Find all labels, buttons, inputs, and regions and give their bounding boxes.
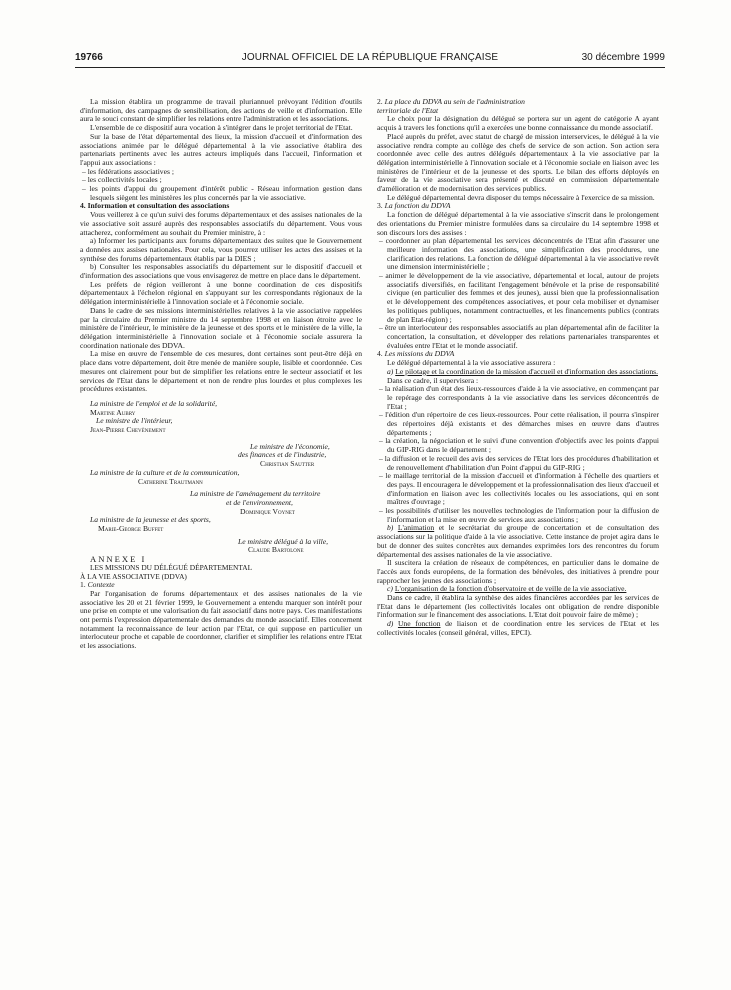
- paragraph: La fonction de délégué départemental à la vie associative s'inscrit dans le prolongement des orientations du Premier ministre formulées dans sa circulaire du 14 septembre 1998 et son discours lors des assises :: [377, 210, 659, 237]
- signature-name: Martine Aubry: [90, 407, 136, 417]
- list-item: – les points d'appui du groupement d'intérêt public - Réseau information gestion dans lesquels siègent les ministères les plus concernés par la vie associative.: [82, 184, 362, 202]
- issue-date: 30 décembre 1999: [581, 52, 665, 63]
- signature-role: La ministre de la culture et de la communication,: [90, 467, 240, 477]
- signature-role: La ministre de la jeunesse et des sports,: [90, 515, 211, 525]
- list-item: – la diffusion et le recueil des avis des services de l'Etat lors des procédures d'habilitation et de renouvellement d'habilitation d'un Point d'appui du GIP-RIG ;: [379, 453, 659, 472]
- header-rule: [75, 67, 665, 68]
- paragraph: Le choix pour la désignation du délégué se portera sur un agent de catégorie A ayant acquis à travers les fonctions qu'il a exercées une bonne connaissance du monde associatif.: [377, 114, 659, 133]
- paragraph: Vous veillerez à ce qu'un suivi des forums départementaux et des assises nationales de la vie associative soit assuré auprès des responsables associatifs du département. Vous vous attacherez, conformément au souhait du Premier ministre, à :: [80, 210, 362, 237]
- journal-title: JOURNAL OFFICIEL DE LA RÉPUBLIQUE FRANÇAISE: [241, 52, 499, 63]
- paragraph: Placé auprès du préfet, avec statut de chargé de mission interservices, le délégué à la vie associative rendra compte au collège des chefs de service de son action. Son action sera coordonnée avec celle des autres délégués départementaux à la vie associative par la délégation interministérielle à l'innovation sociale et à l'économie sociale en liaison avec les ministères de l'intérieur et de la jeunesse et des sports. Le bilan des efforts déployés en faveur de la vie associative sera présenté et discuté en commission départementale d'amélioration et de modernisation des services publics.: [377, 131, 659, 194]
- paragraph: a) Le pilotage et la coordination de la mission d'accueil et d'information des associations.: [387, 366, 658, 376]
- list-item: – animer le développement de la vie associative, départemental et local, autour de projets associatifs diversifiés, en facilitant l'engagement bénévole et la prise de responsabilité civique (en particulier des femmes et des jeunes), aussi bien que la professionnalisation et le développement des compétences associatives, et pour cela mobiliser et dynamiser les politiques publiques, notamment contractuelles, et les financements publics (contrats de plan Etat-région) ;: [379, 271, 659, 324]
- paragraph: Les préfets de région veilleront à une bonne coordination de ces dispositifs départementaux à l'échelon régional en s'appuyant sur les correspondants régionaux de la délégation interministérielle à l'innovation sociale et à l'économie sociale.: [80, 279, 362, 307]
- annex-heading: ANNEXE I: [90, 554, 147, 565]
- signature-role: La ministre de l'aménagement du territoire: [190, 489, 321, 499]
- paragraph: d) Une fonction de liaison et de coordination entre les services de l'Etat et les collectivités locales (conseil général, villes, EPCI).: [377, 619, 659, 637]
- list-item: – les fédérations associatives ;: [82, 166, 174, 176]
- list-item: – le maillage territorial de la mission d'accueil et d'information à l'échelle des quartiers et des pays. Il encouragera le développement et la professionnalisation des lieux d'accueil et d'information en liaison avec les collectivités locales ou les associations, qui en sont maîtres d'ouvrage ;: [379, 471, 659, 507]
- list-item: – être un interlocuteur des responsables associatifs au plan départemental afin de faciliter la concertation, la consultation, et développer des relations partenariales transparentes et évaluées entre l'Etat et le monde associatif.: [379, 323, 659, 350]
- paragraph: Dans ce cadre, il établira la synthèse des aides financières accordées par les services de l'Etat dans le département (les collectivités locales ont obligation de rendre disponible l'information sur le financement des associations. L'Etat doit pouvoir faire de même) ;: [377, 593, 659, 620]
- paragraph: Dans ce cadre, il supervisera :: [387, 375, 479, 385]
- list-item: – les possibilités d'utiliser les nouvelles technologies de l'information pour la diffusion de l'information et la mise en œuvre de services aux associations ;: [379, 506, 659, 524]
- section-heading: 3. La fonction du DDVA: [377, 201, 451, 211]
- signature-name: Claude Bartolone: [248, 545, 304, 555]
- list-item: – coordonner au plan départemental les services déconcentrés de l'Etat afin d'assurer une meilleure information des associations, une simplification des procédures, une clarification des relations. La fonction de délégué départemental à la vie associative revêt une dimension interministérielle ;: [379, 236, 659, 272]
- section-heading: 1. Contexte: [80, 580, 115, 590]
- section-heading: 4. Information et consultation des associations: [80, 201, 230, 211]
- paragraph: La mise en œuvre de l'ensemble de ces mesures, dont certaines sont peut-être déjà en place dans votre département, doit être menée de manière souple, lisible et coordonnée. Ces mesures ont clairement pour but de simplifier les relations entre le secteur associatif et les services de l'Etat dans le département et non de rendre plus lourdes et plus complexes les procédures existantes.: [80, 349, 362, 394]
- paragraph: L'ensemble de ce dispositif aura vocation à s'intégrer dans le projet territorial de l'Etat.: [90, 123, 353, 133]
- signature-role: Le ministre de l'économie,: [250, 441, 330, 451]
- list-item: – les collectivités locales ;: [82, 175, 162, 185]
- signature-role: Le ministre délégué à la ville,: [238, 536, 328, 546]
- section-heading: 2. La place du DDVA au sein de l'administration territoriale de l'Etat: [377, 97, 525, 115]
- signature-role: des finances et de l'industrie,: [238, 450, 327, 460]
- signature-role: La ministre de l'emploi et de la solidarité,: [90, 398, 218, 408]
- annex-title: LES MISSIONS DU DÉLÉGUÉ DÉPARTEMENTAL À LA VIE ASSOCIATIVE (DDVA): [80, 562, 253, 581]
- paragraph: Dans le cadre de ses missions interministérielles relatives à la vie associative rappelées par la circulaire du Premier ministre du 14 septembre 1998 et en liaison étroite avec le ministère de l'intérieur, le ministère de la jeunesse et des sports et le ministère de la ville, la délégation interministérielle à l'innovation sociale et à l'économie sociale assurera la coordination nationale des DDVA.: [80, 305, 362, 350]
- section-heading: 4. Les missions du DDVA: [377, 349, 455, 359]
- signature-name: Catherine Trautmann: [138, 476, 203, 486]
- signature-name: Jean-Pierre Chevènement: [90, 425, 166, 435]
- right-column: [377, 98, 659, 638]
- paragraph: Sur la base de l'état départemental des lieux, la mission d'accueil et d'information des associations animée par le délégué départemental à la vie associative établira des partenariats pertinents avec les autres acteurs impliqués dans l'accueil, l'information et l'appui aux associations :: [80, 131, 362, 167]
- paragraph: Par l'organisation de forums départementaux et des assises nationales de la vie associative les 20 et 21 février 1999, le Gouvernement a entendu marquer son intérêt pour une prise en compte et une valorisation du fait associatif dans notre pays. Ces manifestations ont permis l'expression départementale des demandes du monde associatif. Elles concernent notamment la reconnaissance de leur action par l'Etat, ce qui suppose en particulier un interlocuteur proche et capable de coordonner, clarifier et simplifier les relations entre l'Etat et les associations.: [80, 588, 362, 651]
- paragraph: c) L'organisation de la fonction d'observatoire et de veille de la vie associative.: [387, 584, 627, 594]
- signature-name: Marie-George Buffet: [98, 524, 164, 534]
- signature-role: et de l'environnement,: [226, 497, 293, 507]
- paragraph: La mission établira un programme de travail pluriannuel prévoyant l'édition d'outils d'information, des campagnes de sensibilisation, des actions de veille et d'information. Elle aura le souci constant de simplifier les relations entre l'administration et les associations.: [80, 97, 362, 124]
- page-header: [75, 52, 665, 66]
- paragraph: Le délégué départemental devra disposer du temps nécessaire à l'exercice de sa mission.: [387, 192, 655, 202]
- list-item: – l'édition d'un répertoire de ces lieux-ressources. Pour cette réalisation, il pourra s'inspirer des répertoires déjà existants et des démarches mises en œuvre dans d'autres départements ;: [379, 410, 659, 437]
- list-item: – la création, la négociation et le suivi d'une convention d'objectifs avec les points d'appui du GIP-RIG dans le département ;: [379, 436, 659, 455]
- list-item: – la réalisation d'un état des lieux-ressources d'aide à la vie associative, en commençant par le repérage des correspondants à la vie associative dans les services déconcentrés de l'Etat ;: [379, 384, 659, 411]
- paragraph: Le délégué départemental à la vie associative assurera :: [387, 358, 556, 368]
- paragraph: b) L'animation et le secrétariat du groupe de concertation et de consultation des associations sur la politique d'aide à la vie associative. Cette instance de projet agira dans le but de donner des suites concrètes aux demandes exprimées lors des rencontres du forum départemental des assises nationales de la vie associative.: [377, 523, 659, 559]
- paragraph: a) Informer les participants aux forums départementaux des suites que le Gouvernement a données aux assises nationales. Pour cela, vous pourrez utiliser les actes des assises et la synthèse des forums départementaux établis par la DIES ;: [80, 236, 362, 263]
- left-column: [80, 98, 362, 651]
- signature-name: Dominique Voynet: [240, 506, 295, 516]
- signature-name: Christian Sautter: [260, 459, 315, 469]
- paragraph: b) Consulter les responsables associatifs du département sur le dispositif d'accueil et d'information des associations que vous envisagerez de mettre en place dans le département.: [80, 262, 362, 281]
- page-number: 19766: [75, 52, 103, 63]
- paragraph: Il suscitera la création de réseaux de compétences, en particulier dans le domaine de l'accès aux fonds européens, de la formation des bénévoles, des initiatives à prendre pour rapprocher les jeunes des associations ;: [377, 558, 659, 585]
- signature-role: Le ministre de l'intérieur,: [96, 416, 173, 426]
